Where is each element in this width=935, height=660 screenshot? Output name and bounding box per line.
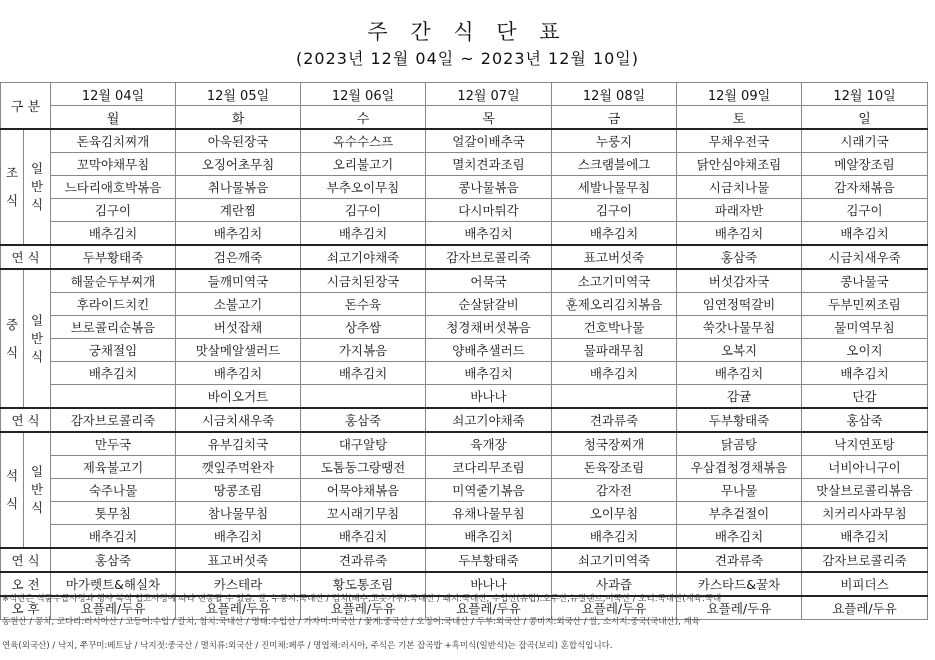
porridge-item: 홍삼죽 bbox=[51, 548, 176, 572]
porridge-item: 감자브로콜리죽 bbox=[802, 548, 928, 572]
menu-item: 맛살메알샐러드 bbox=[176, 339, 301, 362]
note-line-1: ※식단은 식품수급사정과 행사 복식 입고사정에 따라 변동될 수 있음. 쌀, 누룽지:국내산 / 김치(배추,고춧가루):국내산 / 돼지:국내산, 수입산(유럽):호주산,뉴질랜드,미국산 / 오리:국내산(계육:국내 bbox=[2, 594, 722, 604]
menu-item: 콩나물국 bbox=[802, 269, 928, 293]
menu-item: 얼갈이배추국 bbox=[426, 129, 552, 153]
menu-item: 코다리무조림 bbox=[426, 456, 552, 479]
menu-item: 맛살브로콜리볶음 bbox=[802, 479, 928, 502]
menu-item: 도톰동그랑땡전 bbox=[301, 456, 426, 479]
menu-item: 순살닭갈비 bbox=[426, 293, 552, 316]
menu-item: 바나나 bbox=[426, 385, 552, 409]
porridge-item: 표고버섯죽 bbox=[176, 548, 301, 572]
menu-item: 상추쌈 bbox=[301, 316, 426, 339]
snack-item: 카스타드&꿀차 bbox=[677, 572, 802, 596]
menu-item: 돈육장조림 bbox=[552, 456, 677, 479]
menu-item: 파래자반 bbox=[677, 199, 802, 222]
menu-item: 느타리애호박볶음 bbox=[51, 176, 176, 199]
menu-item: 물파래무침 bbox=[552, 339, 677, 362]
snack-item: 요플레/두유 bbox=[301, 596, 426, 620]
porridge-item: 견과류죽 bbox=[552, 408, 677, 432]
snack-item: 요플레/두유 bbox=[51, 596, 176, 620]
menu-item: 닭안심야채조림 bbox=[677, 153, 802, 176]
menu-item: 배추김치 bbox=[552, 222, 677, 246]
menu-item: 참나물무침 bbox=[176, 502, 301, 525]
snack-item: 마가렛트&해실차 bbox=[51, 572, 176, 596]
snack-item: 요플레/두유 bbox=[426, 596, 552, 620]
snack-item: 요플레/두유 bbox=[677, 596, 802, 620]
breakfast-porridge-label: 연 식 bbox=[1, 245, 51, 269]
menu-item: 땅콩조림 bbox=[176, 479, 301, 502]
weekday-cell: 월 bbox=[51, 106, 176, 130]
snack-item: 비피더스 bbox=[802, 572, 928, 596]
porridge-item: 시금치새우죽 bbox=[176, 408, 301, 432]
porridge-item: 검은깨죽 bbox=[176, 245, 301, 269]
menu-item bbox=[301, 385, 426, 409]
menu-item: 톳무침 bbox=[51, 502, 176, 525]
porridge-item: 홍삼죽 bbox=[677, 245, 802, 269]
menu-item: 숙주나물 bbox=[51, 479, 176, 502]
menu-item: 배추김치 bbox=[176, 525, 301, 549]
snack-item: 요플레/두유 bbox=[176, 596, 301, 620]
menu-item: 너비아니구이 bbox=[802, 456, 928, 479]
menu-item: 돈수육 bbox=[301, 293, 426, 316]
menu-item: 배추김치 bbox=[802, 362, 928, 385]
weekday-cell: 수 bbox=[301, 106, 426, 130]
menu-item: 배추김치 bbox=[552, 362, 677, 385]
date-cell: 12월 09일 bbox=[677, 83, 802, 106]
menu-item: 소불고기 bbox=[176, 293, 301, 316]
menu-item: 배추김치 bbox=[301, 222, 426, 246]
menu-item bbox=[552, 385, 677, 409]
menu-item: 꼬시래기무침 bbox=[301, 502, 426, 525]
menu-item: 배추김치 bbox=[51, 222, 176, 246]
menu-item: 배추김치 bbox=[176, 222, 301, 246]
menu-item: 제육불고기 bbox=[51, 456, 176, 479]
menu-item: 가지볶음 bbox=[301, 339, 426, 362]
breakfast-label: 조 식 bbox=[1, 129, 24, 245]
menu-item: 오이지 bbox=[802, 339, 928, 362]
menu-item: 건호박나물 bbox=[552, 316, 677, 339]
weekly-menu-table bbox=[0, 82, 928, 620]
menu-item: 어묵국 bbox=[426, 269, 552, 293]
menu-item: 오복지 bbox=[677, 339, 802, 362]
menu-item: 배추김치 bbox=[176, 362, 301, 385]
date-cell: 12월 07일 bbox=[426, 83, 552, 106]
menu-item: 물미역무침 bbox=[802, 316, 928, 339]
porridge-item: 시금치새우죽 bbox=[802, 245, 928, 269]
menu-item: 닭곰탕 bbox=[677, 432, 802, 456]
snack-item: 카스테라 bbox=[176, 572, 301, 596]
weekday-cell: 목 bbox=[426, 106, 552, 130]
lunch-type-label: 일 반 식 bbox=[24, 269, 51, 408]
menu-item: 쑥갓나물무침 bbox=[677, 316, 802, 339]
menu-item: 감자전 bbox=[552, 479, 677, 502]
lunch-porridge-label: 연 식 bbox=[1, 408, 51, 432]
dinner-type-label: 일 반 식 bbox=[24, 432, 51, 548]
menu-item: 오리불고기 bbox=[301, 153, 426, 176]
menu-item: 배추김치 bbox=[51, 362, 176, 385]
dinner-label: 석 식 bbox=[1, 432, 24, 548]
date-cell: 12월 04일 bbox=[51, 83, 176, 106]
lunch-label: 중 식 bbox=[1, 269, 24, 408]
menu-item: 유부김치국 bbox=[176, 432, 301, 456]
menu-item: 메알장조림 bbox=[802, 153, 928, 176]
porridge-item: 감자브로콜리죽 bbox=[426, 245, 552, 269]
date-cell: 12월 08일 bbox=[552, 83, 677, 106]
weekday-cell: 토 bbox=[677, 106, 802, 130]
menu-item: 버섯잡채 bbox=[176, 316, 301, 339]
porridge-item: 감자브로콜리죽 bbox=[51, 408, 176, 432]
menu-item: 임연정떡갈비 bbox=[677, 293, 802, 316]
page-title: 주 간 식 단 표 bbox=[367, 20, 568, 44]
snack-item: 바나나 bbox=[426, 572, 552, 596]
snack_am-label: 오 전 bbox=[1, 572, 51, 596]
menu-item: 우삼겹청경채볶음 bbox=[677, 456, 802, 479]
menu-item: 훈제오리김치볶음 bbox=[552, 293, 677, 316]
porridge-item: 두부황태죽 bbox=[51, 245, 176, 269]
menu-item: 낙지연포탕 bbox=[802, 432, 928, 456]
weekday-cell: 금 bbox=[552, 106, 677, 130]
menu-item: 배추김치 bbox=[426, 222, 552, 246]
porridge-item: 견과류죽 bbox=[301, 548, 426, 572]
menu-item: 청경채버섯볶음 bbox=[426, 316, 552, 339]
menu-item: 배추김치 bbox=[426, 525, 552, 549]
breakfast-type-label: 일 반 식 bbox=[24, 129, 51, 245]
menu-item: 취나물볶음 bbox=[176, 176, 301, 199]
menu-item: 육개장 bbox=[426, 432, 552, 456]
menu-item: 만두국 bbox=[51, 432, 176, 456]
snack-item: 요플레/두유 bbox=[552, 596, 677, 620]
snack-item: 사과즙 bbox=[552, 572, 677, 596]
menu-item: 치커리사과무침 bbox=[802, 502, 928, 525]
menu-item: 옥수수스프 bbox=[301, 129, 426, 153]
weekday-cell: 일 bbox=[802, 106, 928, 130]
menu-item: 배추김치 bbox=[677, 525, 802, 549]
porridge-item: 쇠고기야채죽 bbox=[426, 408, 552, 432]
porridge-item: 쇠고기야채죽 bbox=[301, 245, 426, 269]
menu-item: 배추김치 bbox=[426, 362, 552, 385]
menu-item: 김구이 bbox=[51, 199, 176, 222]
menu-item: 무나물 bbox=[677, 479, 802, 502]
menu-item: 배추김치 bbox=[552, 525, 677, 549]
porridge-item: 두부황태죽 bbox=[677, 408, 802, 432]
menu-item: 대구알탕 bbox=[301, 432, 426, 456]
menu-item: 소고기미역국 bbox=[552, 269, 677, 293]
menu-item: 배추김치 bbox=[802, 525, 928, 549]
menu-item: 감귤 bbox=[677, 385, 802, 409]
porridge-item: 홍삼죽 bbox=[301, 408, 426, 432]
menu-item: 두부민찌조림 bbox=[802, 293, 928, 316]
note-line-3: 연육(외국산) / 낙지, 쭈꾸미:베트남 / 낙지젓:중국산 / 멸치류:외국산 / 진미채:페루 / 명엽채:러시아, 주식은 기본 잡곡밥 +흑미식(일반식)는 잡곡(보리) 혼합식입니다. bbox=[2, 641, 613, 651]
menu-item bbox=[51, 385, 176, 409]
menu-item: 김구이 bbox=[552, 199, 677, 222]
menu-item: 양배추샐러드 bbox=[426, 339, 552, 362]
menu-item: 단감 bbox=[802, 385, 928, 409]
porridge-item: 표고버섯죽 bbox=[552, 245, 677, 269]
menu-item: 오이무침 bbox=[552, 502, 677, 525]
menu-item: 배추김치 bbox=[301, 525, 426, 549]
porridge-item: 견과류죽 bbox=[677, 548, 802, 572]
menu-item: 배추김치 bbox=[677, 362, 802, 385]
menu-item: 세발나물무침 bbox=[552, 176, 677, 199]
snack-item: 황도통조림 bbox=[301, 572, 426, 596]
menu-period: (2023년 12월 04일 ~ 2023년 12월 10일) bbox=[295, 49, 640, 68]
menu-item: 어묵야채볶음 bbox=[301, 479, 426, 502]
porridge-item: 두부황태죽 bbox=[426, 548, 552, 572]
menu-item: 배추김치 bbox=[802, 222, 928, 246]
menu-item: 김구이 bbox=[301, 199, 426, 222]
menu-item: 배추김치 bbox=[301, 362, 426, 385]
menu-item: 바이오거트 bbox=[176, 385, 301, 409]
menu-item: 콩나물볶음 bbox=[426, 176, 552, 199]
menu-item: 아욱된장국 bbox=[176, 129, 301, 153]
menu-item: 김구이 bbox=[802, 199, 928, 222]
porridge-item: 쇠고기미역죽 bbox=[552, 548, 677, 572]
date-cell: 12월 06일 bbox=[301, 83, 426, 106]
note-line-2: 동원산 / 꽁치, 코다리:러시아산 / 고등어:수입 / 갈치, 참치:국내산 / 명태:수입산 / 가자미:미국산 / 꽃게:중국산 / 오징어:국내산 / 두부:외국산 / 콩비지:외국산 / 쌀, 소시지:중국(국내산), 계육 bbox=[2, 617, 700, 627]
date-cell: 12월 10일 bbox=[802, 83, 928, 106]
snack-item: 요플레/두유 bbox=[802, 596, 928, 620]
header-label: 구 분 bbox=[1, 83, 51, 130]
menu-item: 버섯감자국 bbox=[677, 269, 802, 293]
menu-item: 시래기국 bbox=[802, 129, 928, 153]
menu-item: 청국장찌개 bbox=[552, 432, 677, 456]
menu-item: 시금치된장국 bbox=[301, 269, 426, 293]
snack_pm-label: 오 후 bbox=[1, 596, 51, 620]
menu-item: 부추오이무침 bbox=[301, 176, 426, 199]
menu-item: 해물순두부찌개 bbox=[51, 269, 176, 293]
menu-item: 브로콜리순볶음 bbox=[51, 316, 176, 339]
menu-item: 계란찜 bbox=[176, 199, 301, 222]
menu-item: 시금치나물 bbox=[677, 176, 802, 199]
menu-item: 감자채볶음 bbox=[802, 176, 928, 199]
menu-item: 멸치견과조림 bbox=[426, 153, 552, 176]
menu-item: 다시마튀각 bbox=[426, 199, 552, 222]
menu-item: 누룽지 bbox=[552, 129, 677, 153]
dinner-porridge-label: 연 식 bbox=[1, 548, 51, 572]
menu-item: 돈육김치찌개 bbox=[51, 129, 176, 153]
porridge-item: 홍삼죽 bbox=[802, 408, 928, 432]
date-cell: 12월 05일 bbox=[176, 83, 301, 106]
menu-item: 오징어초무침 bbox=[176, 153, 301, 176]
menu-item: 무채우전국 bbox=[677, 129, 802, 153]
menu-item: 궁채절임 bbox=[51, 339, 176, 362]
weekday-cell: 화 bbox=[176, 106, 301, 130]
menu-item: 들깨미역국 bbox=[176, 269, 301, 293]
menu-item: 배추김치 bbox=[51, 525, 176, 549]
menu-item: 유채나물무침 bbox=[426, 502, 552, 525]
menu-item: 배추김치 bbox=[677, 222, 802, 246]
menu-item: 깻잎주먹완자 bbox=[176, 456, 301, 479]
menu-item: 부추겉절이 bbox=[677, 502, 802, 525]
menu-item: 미역줄기볶음 bbox=[426, 479, 552, 502]
menu-item: 스크램블에그 bbox=[552, 153, 677, 176]
menu-item: 꼬막야채무침 bbox=[51, 153, 176, 176]
menu-item: 후라이드치킨 bbox=[51, 293, 176, 316]
